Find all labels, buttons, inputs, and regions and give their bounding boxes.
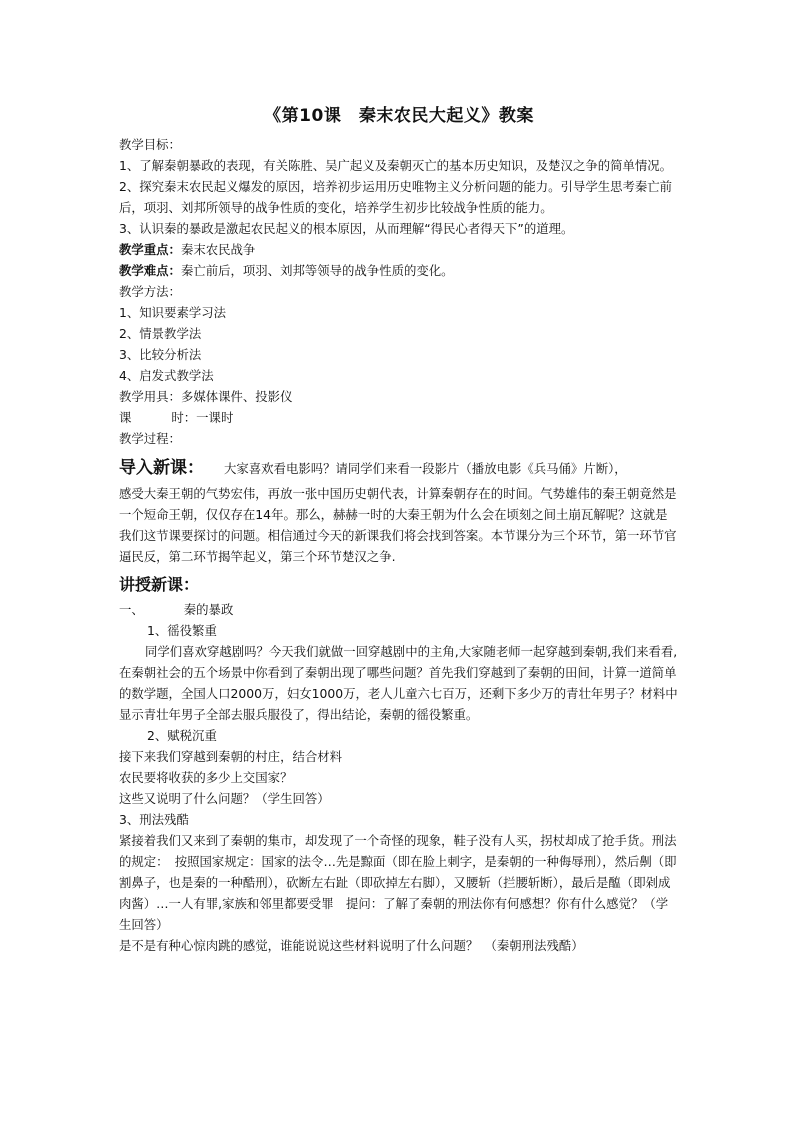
hours-label-a: 课	[119, 410, 132, 425]
intro-body: 感受大秦王朝的气势宏伟，再放一张中国历史朝代表，计算秦朝存在的时间。气势雄伟的秦王朝竟然是一个短命王朝，仅仅存在14年。那么，赫赫一时的大秦王朝为什么会在顷刻之间土崩瓦解呢？这就是我们这节课要探讨的问题。相信通过今天的新课我们将会找到答案。本节课分为三个环节，第一环节官逼民反，第二环节揭竿起义，第三个环节楚汉之争.	[119, 486, 677, 564]
part1-heading	[119, 599, 679, 620]
method-item: 1、知识要素学习法	[119, 305, 227, 320]
sub2-title: 2、赋税沉重	[147, 728, 217, 743]
objective-item: 3、认识秦的暴政是激起农民起义的根本原因，从而理解“得民心者得天下”的道理。	[119, 221, 574, 236]
sub1-body: 同学们喜欢穿越剧吗？今天我们就做一回穿越剧中的主角,大家随老师一起穿越到秦朝,我们来看看,在秦朝社会的五个场景中你看到了秦朝出现了哪些问题？首先我们穿越到了秦朝的田间，计算一道简单的数学题，全国人口2000万，妇女1000万，老人儿童六七百万，还剩下多少万的青壮年男子？材料中显示青壮年男子全部去服兵服役了，得出结论，秦朝的徭役繁重。	[119, 644, 678, 722]
document-title: 《第10课 秦末农民大起义》教案	[264, 106, 534, 126]
sub3-body: 紧接着我们又来到了秦朝的集市，却发现了一个奇怪的现象，鞋子没有人买，拐杖却成了抢手货。刑法的规定： 按照国家规定：国家的法令…先是黥面（即在脸上刺字，是秦朝的一种侮辱刑），然后劓（即割鼻子，也是秦的一种酷刑），砍断左右趾（即砍掉左右脚），又腰斩（拦腰斩断），最后是醢（即剁成肉酱）…一人有罪,家族和邻里都要受罪 提问：了解了秦朝的刑法你有何感想？你有什么感觉？（学生回答）	[119, 833, 677, 932]
part1-number: 一、	[119, 602, 144, 617]
method-item: 2、情景教学法	[119, 326, 202, 341]
methods-label: 教学方法：	[119, 284, 181, 299]
sub1-title: 1、徭役繁重	[147, 623, 217, 638]
sub2-line: 接下来我们穿越到秦朝的村庄，结合材料	[119, 749, 343, 764]
objective-item: 1、了解秦朝暴政的表现，有关陈胜、吴广起义及秦朝灭亡的基本历史知识，及楚汉之争的简单情况。	[119, 158, 673, 173]
difficulty	[119, 260, 679, 281]
lesson-plan-page	[119, 104, 679, 956]
hours-value: 一课时	[196, 410, 234, 425]
method-item: 3、比较分析法	[119, 347, 202, 362]
key-point	[119, 239, 679, 260]
key-point-label: 教学重点：	[119, 242, 181, 257]
key-point-text: 秦末农民战争	[180, 242, 256, 257]
objectives-label: 教学目标：	[119, 137, 181, 152]
process-label: 教学过程：	[119, 431, 181, 446]
sub2-line: 农民要将收获的多少上交国家？	[119, 770, 293, 785]
intro-lead	[119, 453, 679, 483]
part1-title: 秦的暴政	[183, 602, 234, 617]
difficulty-label: 教学难点：	[119, 263, 181, 278]
difficulty-text: 秦亡前后，项羽、刘邦等领导的战争性质的变化。	[180, 263, 454, 278]
intro-heading: 导入新课：	[119, 458, 204, 478]
class-hours	[119, 407, 679, 428]
new-lesson-heading: 讲授新课：	[119, 575, 200, 594]
hours-label-b: 时：	[171, 410, 197, 425]
intro-lead-text: 大家喜欢看电影吗？请同学们来看一段影片（播放电影《兵马俑》片断），	[224, 461, 627, 476]
sub3-title: 3、刑法残酷	[119, 812, 189, 827]
teaching-tools: 教学用具：多媒体课件、投影仪	[119, 389, 293, 404]
method-item: 4、启发式教学法	[119, 368, 214, 383]
sub3-tail: 是不是有种心惊肉跳的感觉，谁能说说这些材料说明了什么问题？ （秦朝刑法残酷）	[119, 938, 584, 953]
sub2-line: 这些又说明了什么问题？（学生回答）	[119, 791, 330, 806]
objective-item: 2、探究秦末农民起义爆发的原因，培养初步运用历史唯物主义分析问题的能力。引导学生思考秦亡前后，项羽、刘邦所领导的战争性质的变化，培养学生初步比较战争性质的能力。	[119, 179, 673, 215]
